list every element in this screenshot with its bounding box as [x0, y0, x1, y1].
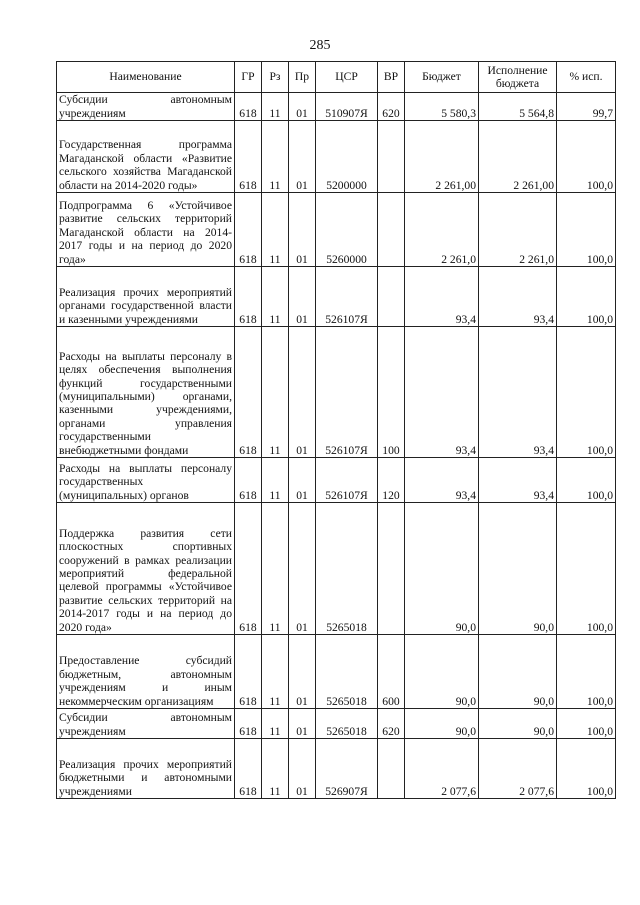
table-row [57, 267, 616, 327]
header-gr: ГР [235, 62, 262, 93]
row-percent: 99,7 [557, 93, 616, 121]
row-pr: 01 [289, 93, 316, 121]
row-name: Субсидии автономным учреждениям [57, 709, 235, 739]
row-percent: 100,0 [557, 121, 616, 193]
row-vr [378, 503, 405, 635]
row-percent: 100,0 [557, 193, 616, 267]
row-csr: 526907Я [316, 739, 378, 799]
page-number: 285 [309, 38, 331, 53]
row-execution: 5 564,8 [479, 93, 557, 121]
row-percent: 100,0 [557, 709, 616, 739]
row-vr [378, 739, 405, 799]
row-rz: 11 [262, 93, 289, 121]
row-percent: 100,0 [557, 739, 616, 799]
row-gr: 618 [235, 267, 262, 327]
row-csr: 5265018 [316, 503, 378, 635]
header-rz: Рз [262, 62, 289, 93]
row-gr: 618 [235, 458, 262, 503]
row-gr: 618 [235, 635, 262, 709]
row-budget: 2 261,0 [405, 193, 479, 267]
row-percent: 100,0 [557, 267, 616, 327]
row-percent: 100,0 [557, 327, 616, 458]
row-execution: 2 261,0 [479, 193, 557, 267]
row-rz: 11 [262, 121, 289, 193]
row-execution: 90,0 [479, 709, 557, 739]
row-rz: 11 [262, 267, 289, 327]
row-vr: 600 [378, 635, 405, 709]
row-gr: 618 [235, 327, 262, 458]
row-name: Реализация прочих мероприятий органами государственной власти и казенными учреждениями [57, 267, 235, 327]
header-percent: % исп. [557, 62, 616, 93]
table-row [57, 635, 616, 709]
row-vr [378, 193, 405, 267]
row-pr: 01 [289, 739, 316, 799]
row-rz: 11 [262, 458, 289, 503]
row-gr: 618 [235, 121, 262, 193]
row-gr: 618 [235, 709, 262, 739]
row-csr: 526107Я [316, 267, 378, 327]
row-name: Государственная программа Магаданской области «Развитие сельского хозяйства Магаданской области на 2014-2020 годы» [57, 121, 235, 193]
row-name: Предоставление субсидий бюджетным, автономным учреждениям и иным некоммерческим организациям [57, 635, 235, 709]
row-rz: 11 [262, 709, 289, 739]
row-csr: 526107Я [316, 458, 378, 503]
row-budget: 93,4 [405, 458, 479, 503]
row-pr: 01 [289, 193, 316, 267]
row-rz: 11 [262, 327, 289, 458]
row-pr: 01 [289, 635, 316, 709]
row-name: Подпрограмма 6 «Устойчивое развитие сельских территорий Магаданской области на 2014-2017 годы и на период до 2020 года» [57, 193, 235, 267]
row-execution: 90,0 [479, 635, 557, 709]
row-rz: 11 [262, 739, 289, 799]
row-pr: 01 [289, 267, 316, 327]
row-pr: 01 [289, 121, 316, 193]
row-budget: 2 077,6 [405, 739, 479, 799]
row-name: Расходы на выплаты персоналу государственных (муниципальных) органов [57, 458, 235, 503]
row-pr: 01 [289, 327, 316, 458]
row-budget: 90,0 [405, 635, 479, 709]
row-budget: 90,0 [405, 503, 479, 635]
row-pr: 01 [289, 709, 316, 739]
row-vr [378, 121, 405, 193]
table-row [57, 709, 616, 739]
table-row [57, 193, 616, 267]
row-pr: 01 [289, 503, 316, 635]
row-vr: 620 [378, 709, 405, 739]
row-gr: 618 [235, 93, 262, 121]
header-vr: ВР [378, 62, 405, 93]
row-execution: 93,4 [479, 267, 557, 327]
table-header-row [57, 62, 616, 93]
row-vr: 620 [378, 93, 405, 121]
header-budget: Бюджет [405, 62, 479, 93]
row-gr: 618 [235, 193, 262, 267]
table-row [57, 327, 616, 458]
row-csr: 5265018 [316, 709, 378, 739]
row-csr: 510907Я [316, 93, 378, 121]
row-rz: 11 [262, 635, 289, 709]
row-execution: 2 077,6 [479, 739, 557, 799]
row-execution: 2 261,00 [479, 121, 557, 193]
row-name: Реализация прочих мероприятий бюджетными и автономными учреждениями [57, 739, 235, 799]
row-execution: 93,4 [479, 327, 557, 458]
row-name: Субсидии автономным учреждениям [57, 93, 235, 121]
row-vr: 100 [378, 327, 405, 458]
header-csr: ЦСР [316, 62, 378, 93]
table-row [57, 503, 616, 635]
header-name: Наименование [57, 62, 235, 93]
row-gr: 618 [235, 503, 262, 635]
table-row [57, 93, 616, 121]
table-row [57, 458, 616, 503]
row-csr: 526107Я [316, 327, 378, 458]
row-name: Расходы на выплаты персоналу в целях обеспечения выполнения функций государственными (муниципальными) органами, казенными учреждениями, органами управления государственными внебюджетными фондами [57, 327, 235, 458]
row-csr: 5200000 [316, 121, 378, 193]
table-body [57, 93, 616, 799]
row-vr [378, 267, 405, 327]
header-execution: Исполнение бюджета [479, 62, 557, 93]
row-percent: 100,0 [557, 503, 616, 635]
row-percent: 100,0 [557, 458, 616, 503]
budget-execution-table [56, 61, 616, 799]
row-vr: 120 [378, 458, 405, 503]
table-row [57, 121, 616, 193]
row-rz: 11 [262, 193, 289, 267]
row-budget: 2 261,00 [405, 121, 479, 193]
row-gr: 618 [235, 739, 262, 799]
row-name: Поддержка развития сети плоскостных спортивных сооружений в рамках реализации мероприятий федеральной целевой программы «Устойчивое развитие сельских территорий на 2014-2017 годы и на период до 2020 года» [57, 503, 235, 635]
row-budget: 90,0 [405, 709, 479, 739]
row-execution: 93,4 [479, 458, 557, 503]
row-budget: 5 580,3 [405, 93, 479, 121]
row-budget: 93,4 [405, 267, 479, 327]
row-rz: 11 [262, 503, 289, 635]
row-execution: 90,0 [479, 503, 557, 635]
row-budget: 93,4 [405, 327, 479, 458]
row-csr: 5260000 [316, 193, 378, 267]
header-pr: Пр [289, 62, 316, 93]
table-row [57, 739, 616, 799]
row-csr: 5265018 [316, 635, 378, 709]
row-percent: 100,0 [557, 635, 616, 709]
row-pr: 01 [289, 458, 316, 503]
